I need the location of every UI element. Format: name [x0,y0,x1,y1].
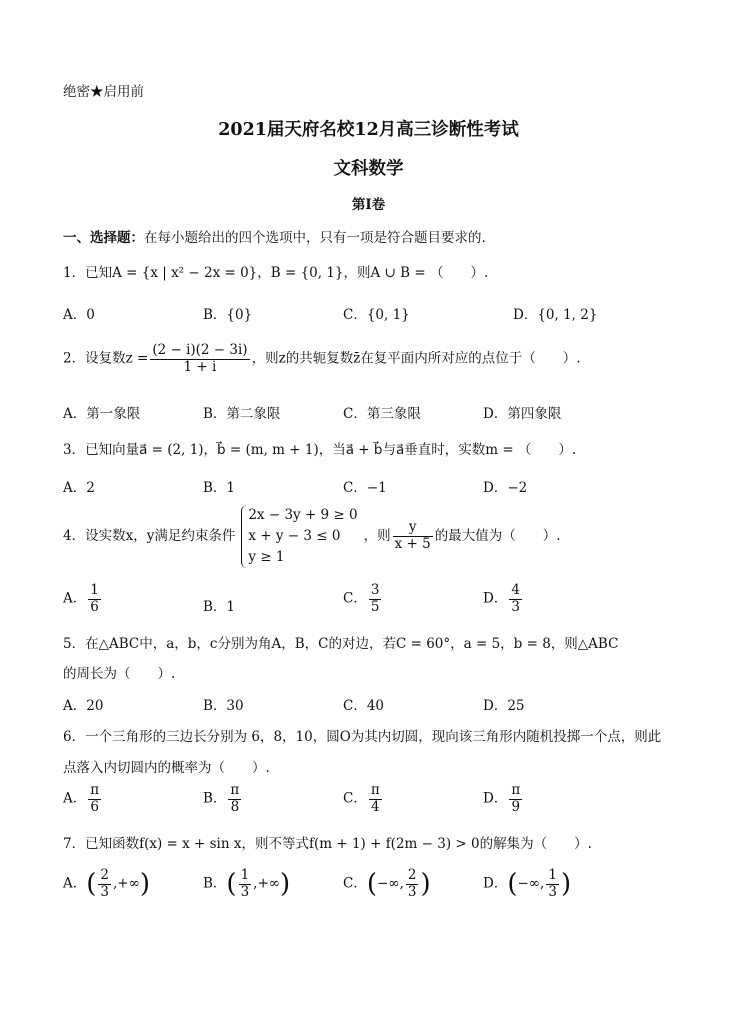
q2-pre: 2．设复数z = [63,350,149,367]
q1-option-a: A．0 [63,307,95,323]
q7-c-head: −∞, [377,875,404,892]
q7-d-head: −∞, [517,875,545,892]
q2-post: ，则z的共轭复数z̄在复平面内所对应的点位于（ ）. [251,350,581,367]
q4-fraction-num: y [393,520,433,537]
q7-option-a [63,868,150,900]
q4-c-label: C． [343,590,367,607]
q3-option-a: A．2 [63,480,95,496]
q7-d-label: D． [483,875,508,892]
q7-a-num: 2 [100,867,109,883]
q3-option-c: C．−1 [343,480,387,496]
q6-a-label: A． [63,790,87,807]
q5-option-c: C．40 [343,698,385,714]
question-3-stem: 3．已知向量a⃗ = (2, 1)，b⃗ = (m, m + 1)，当a⃗ + b⃗与a⃗垂直时，实数m = （ ）. [63,442,577,458]
section-instruction: 在每小题给出的四个选项中，只有一项是符合题目要求的. [144,230,486,246]
q4-pre: 4．设实数x，y满足约束条件 [63,527,236,544]
q4-a-num: 1 [90,582,99,598]
q1-option-d: D．{0, 1, 2} [513,307,598,323]
q7-a-label: A． [63,875,87,892]
q4-fraction-den: x + 5 [394,535,431,552]
q6-b-den: 8 [230,798,240,815]
q7-b-close-paren: ) [280,869,291,900]
q6-a-den: 6 [90,798,99,815]
q4-option-b: B．1 [203,599,236,615]
q2-option-c: C．第三象限 [343,406,421,422]
q7-a-fraction [98,868,111,900]
q5-option-d: D．25 [483,698,525,714]
question-6-line-1: 6．一个三角形的三边长分别为 6，8，10，圆O为其内切圆，现向该三角形内随机投掷一个点，则此 [63,729,662,745]
q4-d-label: D． [483,590,508,607]
q6-b-label: B． [203,790,227,807]
q6-a-fraction [88,783,101,815]
q6-d-num: π [511,782,521,798]
q7-d-open-paren: ( [507,869,518,900]
q4-option-c [343,583,383,615]
q4-a-label: A． [63,590,87,607]
q6-b-fraction [228,783,241,815]
q7-b-open-paren: ( [226,869,237,900]
question-6-line-2: 点落入内切圆内的概率为（ ）. [63,760,270,776]
q4-option-a [63,583,103,615]
q7-b-num: 1 [240,867,250,883]
q6-c-label: C． [343,790,367,807]
q4-constraint-system [241,505,357,568]
q7-a-open-paren: ( [86,869,97,900]
q4-constraint-2: x + y − 3 ≤ 0 [248,527,341,544]
q1-option-b: B．{0} [203,307,253,323]
exam-title: 2021届天府名校12月高三诊断性考试 [218,120,519,140]
q7-c-num: 2 [407,867,417,883]
q4-constraint-3: y ≥ 1 [248,548,285,565]
q7-option-b [203,868,290,900]
q7-d-den: 3 [548,883,557,900]
q6-c-num: π [370,782,380,798]
q7-a-tail: ,+∞ [113,875,140,892]
q7-b-den: 3 [240,883,250,900]
q7-d-fraction [546,868,559,900]
q4-mid: ，则 [363,527,391,544]
q4-post: 的最大值为（ ）. [434,527,561,544]
question-2-stem [63,343,581,375]
q2-fraction [150,343,249,375]
q4-constraint-1: 2x − 3y + 9 ≥ 0 [248,507,358,523]
q7-a-den: 3 [100,883,109,900]
q7-b-tail: ,+∞ [253,875,281,892]
q7-c-fraction [406,868,419,900]
q5-option-b: B．30 [203,698,244,714]
question-5-line-1: 5．在△ABC中，a，b，c分别为角A，B，C的对边，若C = 60°，a = 5，b = 8，则△ABC [63,636,619,652]
section-heading [63,226,486,246]
volume-label: 第Ⅰ卷 [351,197,386,213]
q7-b-label: B． [203,875,227,892]
question-7-stem: 7．已知函数f(x) = x + sin x，则不等式f(m + 1) + f(2m − 3) > 0的解集为（ ）. [63,836,592,852]
q7-option-d [483,868,571,900]
q7-d-num: 1 [548,867,557,883]
q4-d-fraction [509,583,522,615]
q4-a-den: 6 [90,598,99,615]
q4-d-num: 4 [511,582,520,598]
q7-a-close-paren: ) [139,869,151,900]
question-4-stem [63,505,561,568]
q6-option-c [343,783,384,815]
q6-d-fraction [509,783,522,815]
q4-c-fraction [369,583,382,615]
q3-option-b: B．1 [203,480,236,496]
q4-c-den: 5 [370,598,380,615]
q4-a-fraction [88,583,101,615]
q6-option-b [203,783,243,815]
q6-option-d [483,783,524,815]
q4-option-d [483,583,524,615]
q5-option-a: A．20 [63,698,104,714]
secret-label: 绝密★启用前 [63,84,144,100]
q2-option-a: A．第一象限 [63,406,141,422]
q7-option-c [343,868,431,900]
q2-option-d: D．第四象限 [483,406,562,422]
q6-d-label: D． [483,790,508,807]
q6-a-num: π [90,782,100,798]
q7-c-den: 3 [407,883,417,900]
q7-d-close-paren: ) [560,869,572,900]
q7-c-close-paren: ) [420,869,431,900]
q2-option-b: B．第二象限 [203,406,281,422]
q7-b-fraction [239,868,252,900]
exam-subtitle: 文科数学 [333,159,404,179]
question-5-line-2: 的周长为（ ）. [63,666,176,682]
q7-c-label: C． [343,875,367,892]
section-title: 一、选择题： [63,230,144,246]
q4-fraction [393,520,433,552]
q6-d-den: 9 [511,798,521,815]
q6-c-fraction [369,783,382,815]
question-1-stem: 1．已知A = {x | x² − 2x = 0}，B = {0, 1}，则A ∪ B = （ ）. [63,265,489,281]
q6-c-den: 4 [370,798,380,815]
q2-denominator: 1 + i [183,358,217,375]
q1-option-c: C．{0, 1} [343,307,410,323]
q6-option-a [63,783,103,815]
q4-c-num: 3 [370,582,380,598]
q4-d-den: 3 [511,598,520,615]
q7-c-open-paren: ( [366,869,377,900]
q3-option-d: D．−2 [483,480,528,496]
q6-b-num: π [230,782,240,798]
q2-numerator: (2 − i)(2 − 3i) [152,342,248,358]
